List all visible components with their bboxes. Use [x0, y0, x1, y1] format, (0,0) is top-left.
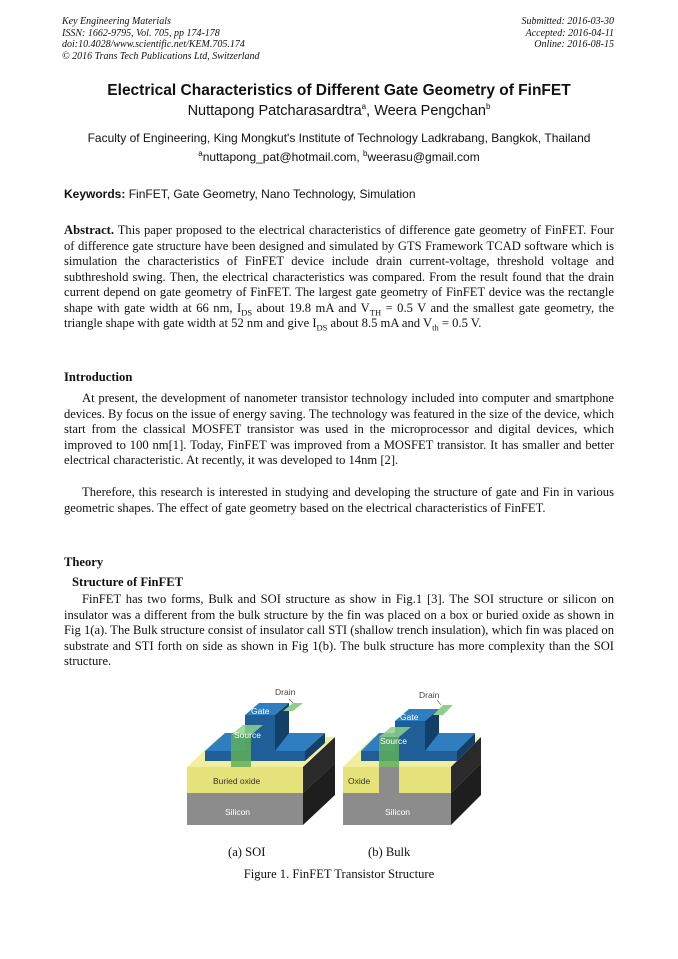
soi-drain-label: Drain: [275, 687, 296, 697]
accepted-date: Accepted: 2016-04-11: [525, 27, 614, 39]
abstract-text-5: = 0.5 V.: [438, 316, 482, 330]
emails: [0, 150, 678, 164]
bulk-structure: [343, 690, 481, 825]
keywords-label: Keywords:: [64, 187, 126, 201]
abstract-text-2: about 19.8 mA and V: [252, 300, 370, 315]
bulk-drain-label: Drain: [419, 690, 440, 700]
bulk-source-label: Source: [380, 736, 407, 746]
soi-structure: [187, 687, 335, 825]
abstract-text-4: about 8.5 mA and V: [327, 316, 433, 330]
soi-buried-oxide-label: Buried oxide: [213, 776, 261, 786]
author-1-sup: a: [361, 102, 367, 112]
submitted-date: Submitted: 2016-03-30: [521, 16, 614, 27]
journal-name: Key Engineering Materials: [62, 16, 171, 27]
bulk-gate-bar-front: [361, 751, 457, 761]
bulk-fin-substrate: [379, 767, 399, 793]
abstract-text-3: = 0.5 V and the smallest gate geometry, the triangle shape with gate width at 52 nm and give I: [64, 300, 614, 330]
bulk-silicon-label: Silicon: [385, 807, 411, 817]
soi-source-label: Source: [234, 730, 261, 740]
dates-header: [522, 16, 615, 51]
finfet-structure-figure: [185, 685, 485, 831]
figure-caption-b: (b) Bulk: [368, 845, 411, 859]
email-2-sup: b: [363, 149, 368, 158]
author-1: Nuttapong Patcharasardtra: [187, 103, 362, 119]
email-1-sup: a: [198, 149, 203, 158]
abstract-sub-ds-2: DS: [316, 322, 328, 333]
introduction-paragraph-1: At present, the development of nanometer transistor technology included into computer and smartphone devices. By focus on the issue of energy saving. The technology was featured in the size of the device, which start from the classical MOSFET transistor was used in the microprocessor and digital devices, which improved to 100 nm[1]. Today, FinFET was improved from a MOSFET transistor. It has smaller and better electrical characteristic. At recently, it was developed to 14nm [2].: [64, 391, 614, 467]
figure-caption-a: (a) SOI: [228, 845, 266, 859]
abstract-sub-th-1: TH: [369, 307, 382, 318]
author-2: Weera Pengchan: [374, 103, 486, 119]
theory-heading: Theory: [64, 555, 104, 569]
email-1[interactable]: nuttapong_pat@hotmail.com,: [202, 150, 364, 164]
issn: ISSN: 1662-9795, Vol. 705, pp 174-178: [62, 27, 220, 39]
affiliation: Faculty of Engineering, King Mongkut's Institute of Technology Ladkrabang, Bangkok, Thailand: [87, 131, 591, 145]
soi-gate-label: Gate: [251, 706, 270, 716]
introduction-paragraph-2: Therefore, this research is interested in studying and developing the structure of gate and Fin in various geometric shapes. The effect of gate geometry based on the electrical characteristics of FinFET.: [64, 485, 614, 515]
paper-title: Electrical Characteristics of Different Gate Geometry of FinFET: [107, 82, 571, 99]
abstract-sub-ds-1: DS: [241, 307, 253, 318]
authors: [0, 103, 678, 119]
online-date: Online: 2016-08-15: [534, 39, 614, 50]
structure-subheading: Structure of FinFET: [72, 575, 184, 589]
abstract-sub-th-2: th: [432, 322, 439, 333]
bulk-gate-label: Gate: [400, 712, 419, 722]
introduction-heading: Introduction: [64, 370, 133, 384]
email-2[interactable]: weerasu@gmail.com: [367, 150, 480, 164]
copyright: © 2016 Trans Tech Publications Ltd, Switzerland: [62, 50, 260, 62]
abstract: [64, 223, 614, 332]
author-sep: ,: [366, 103, 375, 119]
theory-paragraph-1: FinFET has two forms, Bulk and SOI structure as show in Fig.1 [3]. The SOI structure or silicon on insulator was a different from the bulk structure by the fin was placed on a box or buried oxide as shown in Fig 1(a). The Bulk structure consist of insulator call STI (shallow trench insulation), which fin was placed on substrate and STI forth on side as shown in Fig 1(b). The bulk structure has more complexity than the SOI structure.: [64, 592, 614, 668]
abstract-text-1: This paper proposed to the electrical characteristics of difference gate geometry of FinFET. Four of difference gate structure have been designed and simulated by GTS Framework TCAD software which is simulation the characteristics of FinFET device include drain current-voltage, threshold voltage and subthreshold swing. Then, the electrical characteristics was compared. From the result found that the drain current depend on gate geometry of FinFET. The largest gate geometry of FinFET device was the rectangle shape with gate width at 66 nm, I: [64, 223, 614, 315]
keywords-text: FinFET, Gate Geometry, Nano Technology, Simulation: [125, 187, 416, 201]
author-2-sup: b: [485, 102, 491, 112]
keywords: [64, 187, 416, 201]
soi-gate-bar-front: [205, 751, 305, 761]
soi-silicon-label: Silicon: [225, 807, 251, 817]
abstract-label: Abstract.: [64, 223, 115, 237]
bulk-oxide-label: Oxide: [348, 776, 371, 786]
figure-caption: Figure 1. FinFET Transistor Structure: [243, 867, 435, 881]
doi[interactable]: doi:10.4028/www.scientific.net/KEM.705.174: [62, 39, 245, 50]
journal-header: [62, 16, 260, 62]
